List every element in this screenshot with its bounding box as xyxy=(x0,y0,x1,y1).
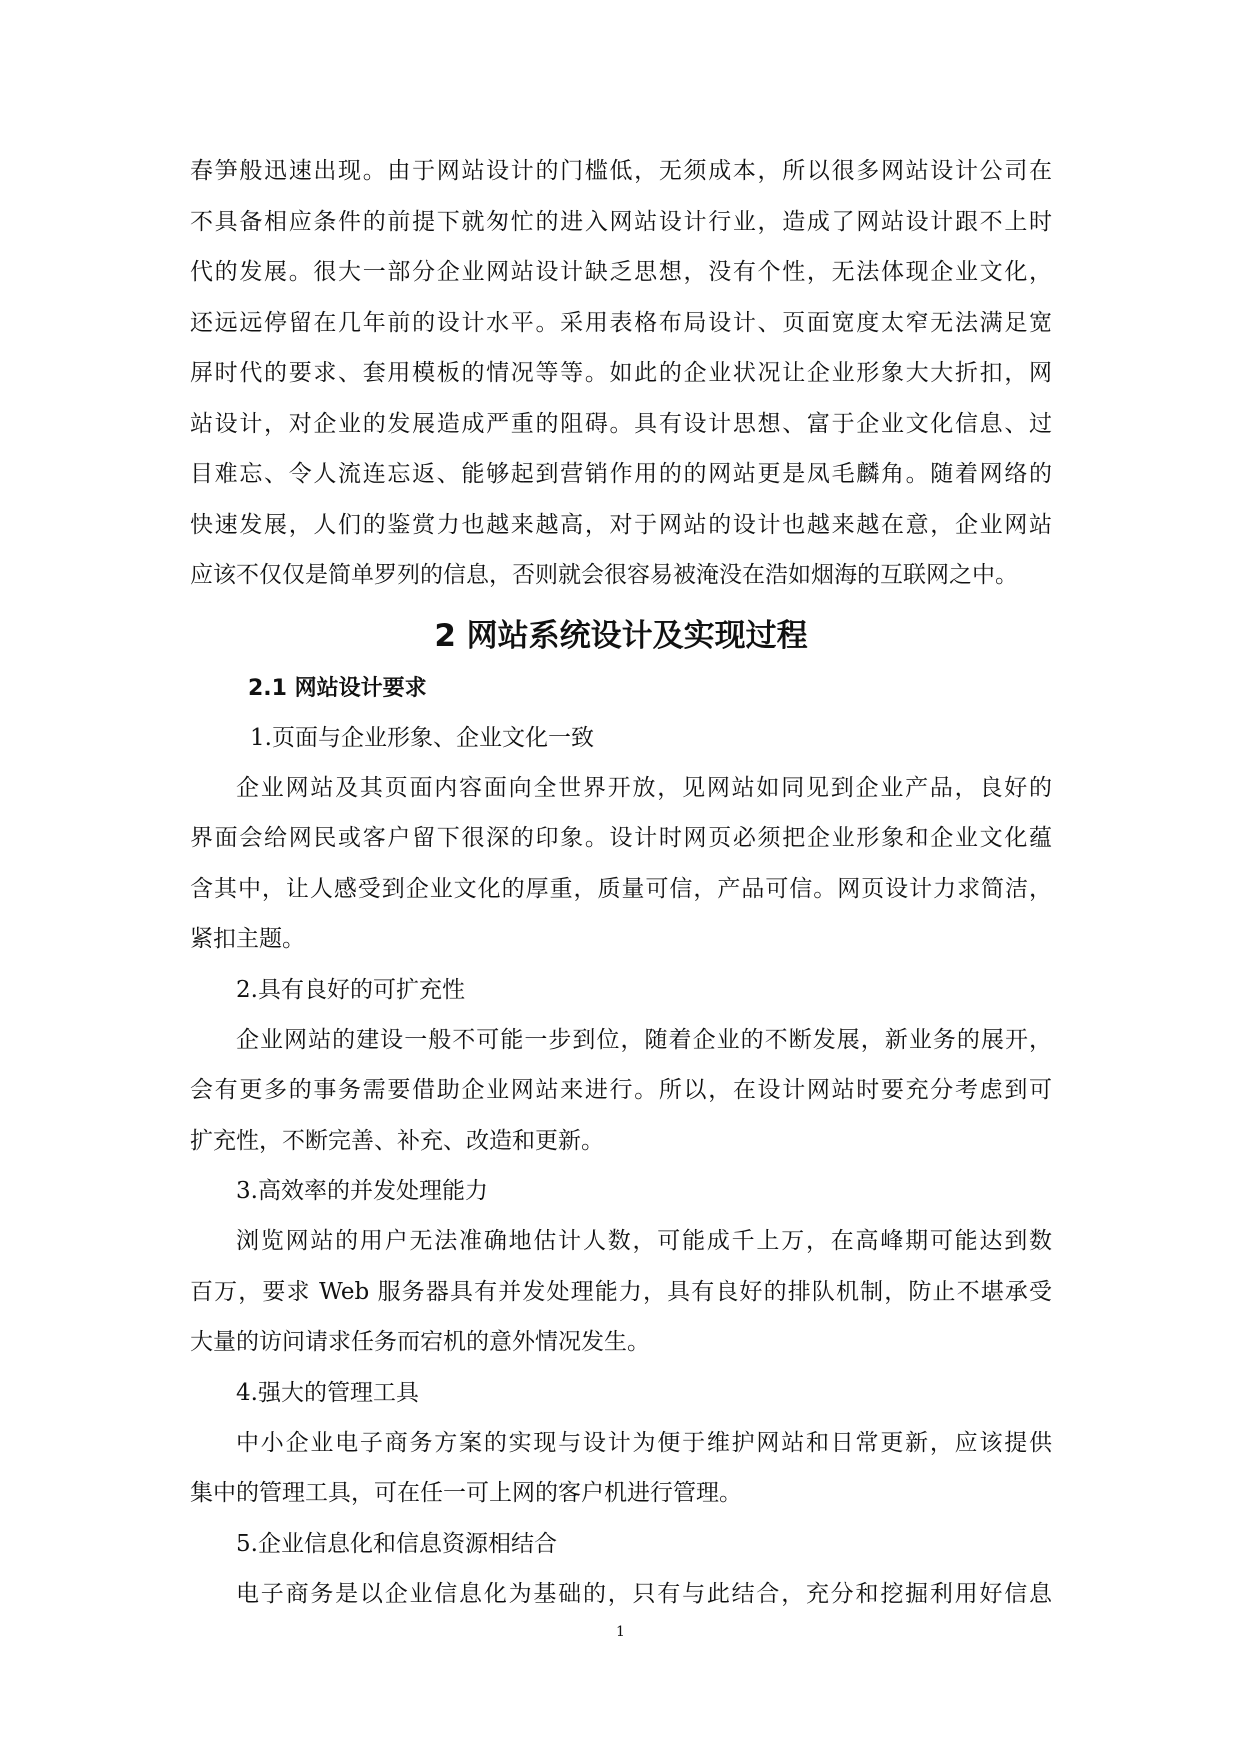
paragraph-line: 大量的访问请求任务而宕机的意外情况发生。 xyxy=(190,1329,650,1355)
paragraph-line: 浏览网站的用户无法准确地估计人数，可能成千上万，在高峰期可能达到数 xyxy=(236,1228,1052,1254)
paragraph-line: 中小企业电子商务方案的实现与设计为便于维护网站和日常更新，应该提供 xyxy=(236,1429,1052,1456)
requirement-paragraph xyxy=(190,763,1052,965)
page-number: 1 xyxy=(616,1624,625,1640)
paragraph-line: 不具备相应条件的前提下就匆忙的进入网站设计行业，造成了网站设计跟不上时 xyxy=(190,208,1052,235)
paragraph-line: 界面会给网民或客户留下很深的印象。设计时网页必须把企业形象和企业文化蕴 xyxy=(190,825,1052,851)
paragraph-line: 快速发展，人们的鉴赏力也越来越高，对于网站的设计也越来越在意，企业网站 xyxy=(190,511,1052,538)
requirement-heading: 5.企业信息化和信息资源相结合 xyxy=(236,1530,557,1557)
paragraph-line: 百万，要求 Web 服务器具有并发处理能力，具有良好的排队机制，防止不堪承受 xyxy=(190,1278,1052,1305)
paragraph-line: 会有更多的事务需要借助企业网站来进行。所以，在设计网站时要充分考虑到可 xyxy=(190,1077,1052,1103)
paragraph-line: 春笋般迅速出现。由于网站设计的门槛低，无须成本，所以很多网站设计公司在 xyxy=(190,158,1052,184)
subsection-title: 2.1 网站设计要求 xyxy=(248,675,427,701)
requirement-paragraph xyxy=(190,1216,1052,1368)
paragraph-line: 屏时代的要求、套用模板的情况等等。如此的企业状况让企业形象大大折扣，网 xyxy=(190,360,1052,386)
paragraph-line: 代的发展。很大一部分企业网站设计缺乏思想，没有个性，无法体现企业文化， xyxy=(190,259,1052,285)
requirement-heading: 4.强大的管理工具 xyxy=(236,1379,419,1406)
paragraph-line: 还远远停留在几年前的设计水平。采用表格布局设计、页面宽度太窄无法满足宽 xyxy=(190,309,1052,336)
paragraph-line: 企业网站的建设一般不可能一步到位，随着企业的不断发展，新业务的展开， xyxy=(236,1026,1052,1053)
paragraph-line: 电子商务是以企业信息化为基础的，只有与此结合，充分和挖掘利用好信息 xyxy=(236,1580,1052,1607)
intro-paragraph xyxy=(190,146,1052,601)
paragraph-line: 紧扣主题。 xyxy=(190,926,305,952)
requirement-heading: 3.高效率的并发处理能力 xyxy=(236,1178,488,1204)
page-content xyxy=(190,146,1052,1619)
paragraph-line: 集中的管理工具，可在任一可上网的客户机进行管理。 xyxy=(190,1480,742,1506)
section-title: 2 网站系统设计及实现过程 xyxy=(434,617,808,654)
requirement-paragraph xyxy=(190,1569,1052,1620)
requirement-heading: 1.页面与企业形象、企业文化一致 xyxy=(250,724,594,751)
requirement-paragraph xyxy=(190,1418,1052,1519)
paragraph-line: 企业网站及其页面内容面向全世界开放，见网站如同见到企业产品，良好的 xyxy=(236,774,1052,801)
paragraph-line: 扩充性，不断完善、补充、改造和更新。 xyxy=(190,1127,604,1154)
requirement-heading: 2.具有良好的可扩充性 xyxy=(236,976,465,1003)
paragraph-line: 应该不仅仅是简单罗列的信息，否则就会很容易被淹没在浩如烟海的互联网之中。 xyxy=(190,562,1018,588)
paragraph-line: 目难忘、令人流连忘返、能够起到营销作用的的网站更是凤毛麟角。随着网络的 xyxy=(190,461,1052,487)
paragraph-line: 含其中，让人感受到企业文化的厚重，质量可信，产品可信。网页设计力求简洁， xyxy=(190,875,1052,902)
requirement-paragraph xyxy=(190,1015,1052,1167)
paragraph-line: 站设计，对企业的发展造成严重的阻碍。具有设计思想、富于企业文化信息、过 xyxy=(190,410,1052,437)
